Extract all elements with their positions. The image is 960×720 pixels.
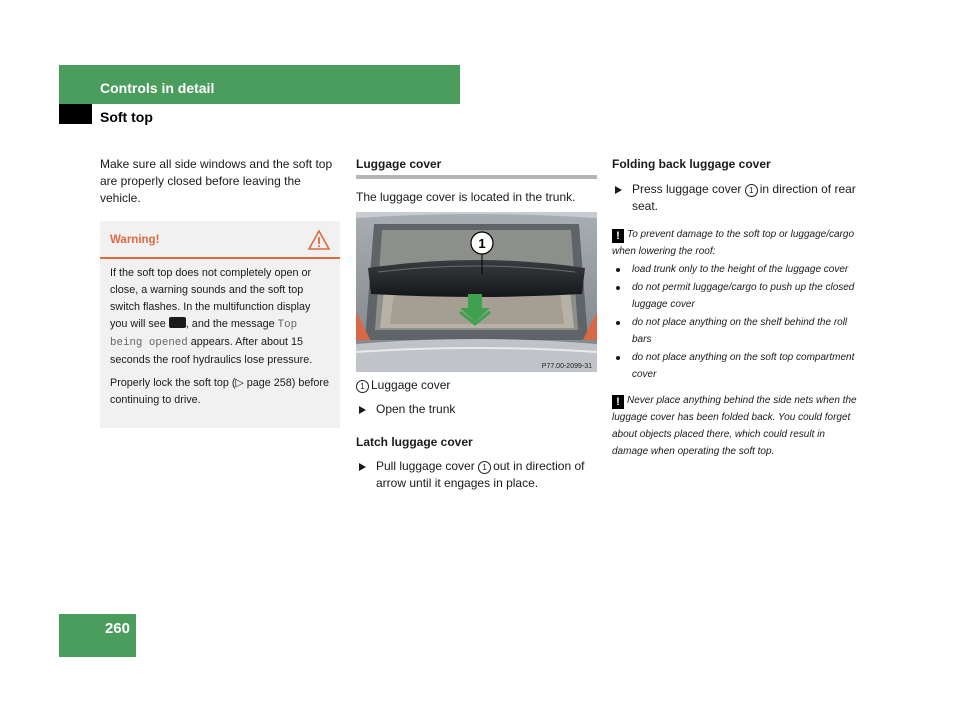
warning-text-b: , and the message	[185, 318, 275, 330]
heading-rule	[356, 175, 597, 179]
warning-text-c: appears. After about 15 seconds the roof hydraulics lose pressure.	[110, 336, 313, 366]
warning-body	[100, 259, 340, 409]
bullet-dot	[616, 356, 620, 360]
note-side-nets	[612, 392, 857, 460]
exclamation-icon: !	[612, 229, 624, 243]
note-side-nets-text: Never place anything behind the side nets when the luggage cover has been folded back. You could forget about objects placed there, which could result in damage when operating the soft top.	[612, 395, 857, 457]
press-number: 1	[745, 184, 758, 197]
bullet-dot	[616, 268, 620, 272]
step-press	[612, 181, 857, 215]
subsection-marker	[59, 104, 92, 124]
figure-legend	[356, 377, 597, 394]
column-2	[356, 156, 597, 206]
step-open-trunk	[356, 401, 597, 418]
page-number: 260	[104, 620, 130, 637]
warning-triangle-icon	[308, 229, 330, 251]
warning-paragraph-1	[110, 265, 330, 369]
bullet-item	[612, 314, 857, 348]
column-3	[612, 156, 857, 460]
note-damage	[612, 226, 857, 260]
step-arrow-icon	[615, 186, 622, 194]
column-1	[100, 156, 340, 207]
step-open-text: Open the trunk	[376, 402, 456, 416]
column-2-lower	[356, 377, 597, 492]
intro-text: Make sure all side windows and the soft top are properly closed before leaving the vehicle.	[100, 157, 333, 205]
latch-heading: Latch luggage cover	[356, 435, 473, 449]
warning-text-a: If the soft top does not completely open or close, a warning sounds and the soft top switch flashes. In the multifunction display you will see	[110, 267, 312, 330]
latch-text-b: out in direction of arrow until it engages in place.	[376, 459, 585, 490]
legend-text: Luggage cover	[371, 378, 451, 392]
exclamation-icon: !	[612, 395, 624, 409]
latch-text-a: Pull luggage cover	[376, 459, 475, 473]
press-text-a: Press luggage cover	[632, 182, 742, 196]
warning-title: Warning!	[110, 234, 160, 246]
bullet-text: do not place anything on the shelf behind the roll bars	[632, 317, 848, 345]
bullet-dot	[616, 286, 620, 290]
section-title: Controls in detail	[100, 80, 215, 96]
convertible-car-icon	[169, 317, 186, 328]
figure-code: P77.00-2099-31	[541, 363, 592, 370]
step-arrow-icon	[359, 463, 366, 471]
subsection-title: Soft top	[100, 109, 153, 125]
bullet-text: do not permit luggage/cargo to push up the closed luggage cover	[632, 282, 855, 310]
latch-number: 1	[478, 461, 491, 474]
figure-callout: 1	[478, 236, 486, 251]
warning-paragraph-2: Properly lock the soft top (▷ page 258) before continuing to drive.	[110, 377, 329, 406]
legend-number: 1	[356, 380, 369, 393]
folding-heading: Folding back luggage cover	[612, 157, 771, 171]
step-latch	[356, 458, 597, 492]
bullet-dot	[616, 321, 620, 325]
bullet-item	[612, 279, 857, 313]
bullet-item	[612, 349, 857, 383]
bullet-text: load trunk only to the height of the luggage cover	[632, 264, 849, 275]
bullet-text: do not place anything on the soft top compartment cover	[632, 352, 855, 380]
located-text: The luggage cover is located in the trunk.	[356, 190, 576, 204]
note-damage-text: To prevent damage to the soft top or luggage/cargo when lowering the roof:	[612, 229, 855, 257]
luggage-cover-heading: Luggage cover	[356, 157, 442, 171]
trunk-illustration	[356, 212, 597, 372]
press-text-b: in direction of rear seat.	[632, 182, 856, 213]
bullet-item	[612, 261, 857, 278]
step-arrow-icon	[359, 406, 366, 414]
display-message: Top being opened	[110, 319, 298, 349]
warning-header	[100, 221, 340, 259]
warning-box	[100, 221, 340, 428]
